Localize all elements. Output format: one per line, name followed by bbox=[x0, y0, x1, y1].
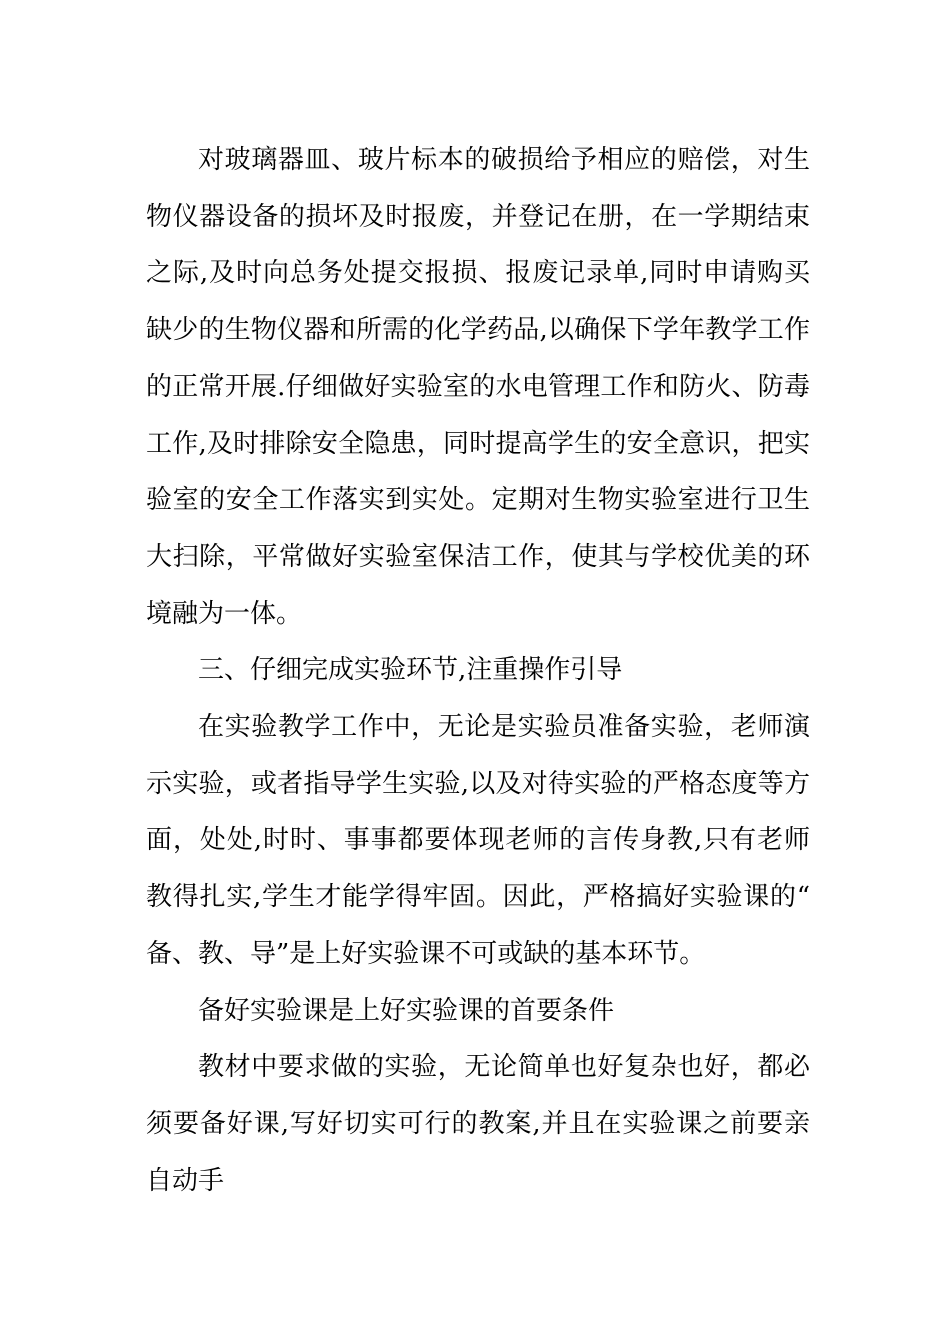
paragraph-equipment-management: 对玻璃器皿、玻片标本的破损给予相应的赔偿，对生物仪器设备的损坏及时报废，并登记在册，在一学期结束之际,及时向总务处提交报损、报废记录单,同时申请购买缺少的生物仪器和所需的化学药品,以确保下学年教学工作的正常开展.仔细做好实验室的水电管理工作和防火、防毒工作,及时排除安全隐患，同时提高学生的安全意识，把实验室的安全工作落实到实处。定期对生物实验室进行卫生大扫除，平常做好实验室保洁工作，使其与学校优美的环境融为一体。 bbox=[146, 145, 810, 629]
paragraph-lesson-preparation: 教材中要求做的实验，无论简单也好复杂也好，都必须要备好课,写好切实可行的教案,并且在实验课之前要亲自动手 bbox=[146, 1052, 810, 1196]
subheading-prepare-lesson: 备好实验课是上好实验课的首要条件 bbox=[198, 995, 615, 1026]
section-heading-experiment-steps: 三、仔细完成实验环节,注重操作引导 bbox=[198, 655, 623, 686]
paragraph-teaching-approach: 在实验教学工作中，无论是实验员准备实验，老师演示实验，或者指导学生实验,以及对待实验的严格态度等方面，处处,时时、事事都要体现老师的言传身教,只有老师教得扎实,学生才能学得牢固。因此，严格搞好实验课的“备、教、导”是上好实验课不可或缺的基本环节。 bbox=[146, 712, 810, 969]
document-page bbox=[146, 132, 810, 1209]
